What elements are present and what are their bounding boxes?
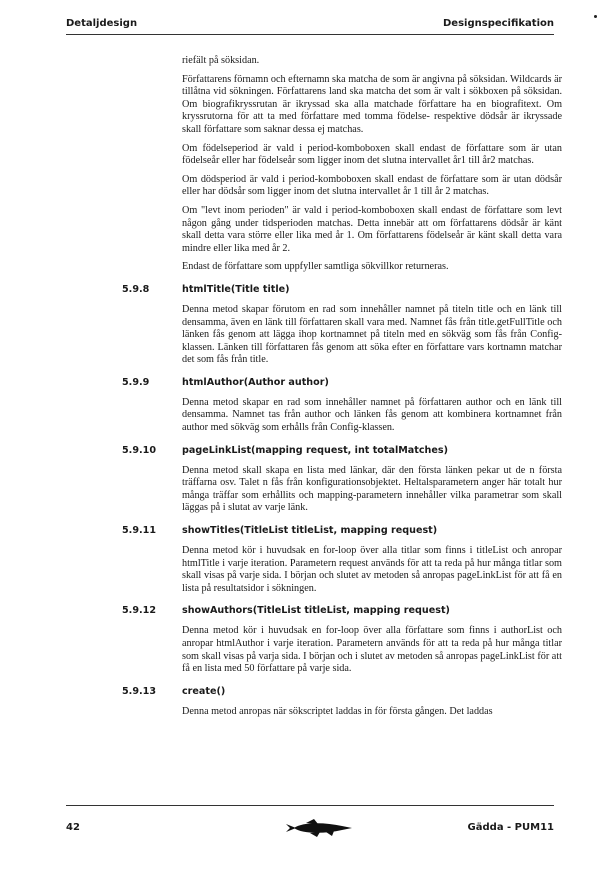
section-heading bbox=[66, 686, 562, 700]
intro-paragraph: Om dödsperiod är vald i period-komboboxen skall endast de författare som är utan dödsår eller har dödsår som ligger inom det slutna intervallet år 1 till år 2 matchas. bbox=[182, 173, 562, 198]
section-body: Denna metod anropas när sökscriptet laddas in för första gången. Det laddas bbox=[182, 705, 493, 717]
section-heading bbox=[66, 605, 562, 619]
footer-rule bbox=[66, 805, 554, 806]
header-right: Designspecifikation bbox=[443, 18, 554, 29]
section-title: htmlAuthor(Author author) bbox=[182, 376, 329, 388]
section-title: pageLinkList(mapping request, int totalMatches) bbox=[182, 444, 448, 456]
page-header bbox=[66, 15, 554, 35]
section-number: 5.9.12 bbox=[122, 605, 156, 617]
footer-title: Gädda - PUM11 bbox=[467, 822, 554, 833]
section-body: Denna metod skapar förutom en rad som innehåller namnet på titeln title och en länk till densamma, även en länk till författaren skall vara med. Namnet fås från title.getFullTitle och länken fås genom att lägga ihop kortnamnet på titeln med en sökväg som fås från Config-klassen. Länken till författaren fås genom att söka efter en författare vars kortnamn matchar det som fås från title. bbox=[182, 303, 562, 366]
section-number: 5.9.9 bbox=[122, 376, 150, 388]
page-footer bbox=[66, 818, 554, 842]
margin-dot bbox=[594, 15, 597, 18]
section-heading bbox=[66, 445, 562, 459]
section-number: 5.9.13 bbox=[122, 685, 156, 697]
header-left: Detaljdesign bbox=[66, 18, 138, 29]
section-number: 5.9.8 bbox=[122, 283, 150, 295]
intro-paragraph: Om födelseperiod är vald i period-komboboxen skall endast de författare som är utan födelseår eller har födelseår som ligger inom det slutna intervallet år1 till år2 matchas. bbox=[182, 142, 562, 167]
intro-paragraph: Författarens förnamn och efternamn ska matcha de som är angivna på söksidan. Wildcards är tillåtna vid sökningen. Författarens land ska matcha det som är valt i sökboxen på söksidan. Om biografikryssrutan är ikryssad ska alla matchade författare ha en biografitext. Om kryssrutorna för att ta med författare med tomma födelse- respektive dödsår är ikryssade skall författare som saknar dessa ej matchas. bbox=[182, 73, 562, 135]
page-content bbox=[66, 55, 562, 724]
intro-paragraph: Endast de författare som uppfyller samtliga sökvillkor returneras. bbox=[182, 261, 449, 273]
section-body: Denna metod kör i huvudsak en for-loop över alla författare som finns i authorList och anropar htmlAuthor i varje iteration. Parametern används för att ta reda på hur många titlar som skall visas på varja sida. I början och i slutet av metoden så anropas pageLinkList för att få en lista med 50 författare på varje sida. bbox=[182, 625, 562, 675]
section-heading bbox=[66, 377, 562, 391]
section-number: 5.9.11 bbox=[122, 525, 156, 537]
pike-fish-icon bbox=[284, 818, 354, 838]
section-title: showTitles(TitleList titleList, mapping request) bbox=[182, 525, 438, 537]
section-title: htmlTitle(Title title) bbox=[182, 283, 290, 295]
section-heading bbox=[66, 284, 562, 298]
section-heading bbox=[66, 525, 562, 539]
intro-paragraph: riefält på söksidan. bbox=[182, 55, 260, 66]
header-rule bbox=[66, 34, 554, 35]
section-body: Denna metod kör i huvudsak en for-loop över alla titlar som finns i titleList och anropar htmlTitle i varje iteration. Parametern request används för att ta reda på hur många titlar som skall visas på varje sida. I början och slutet av metoden så anropas pageLinkList för att få en lista på resultatsidor i sökningen. bbox=[182, 545, 562, 594]
section-title: create() bbox=[182, 685, 226, 697]
section-number: 5.9.10 bbox=[122, 444, 156, 456]
intro-paragraph: Om "levt inom perioden" är vald i period-komboboxen skall endast de författare som levt någon gång under tidsperioden matchas. Detta innebär att om författarens dödsår är känt skall detta vara större eller lika med år 1. Om författarens födelseår är känt skall detta vara mindre eller lika med år 2. bbox=[182, 204, 562, 254]
section-body: Denna metod skall skapa en lista med länkar, där den första länken pekar ut de n första träffarna osv. Talet n fås från konfigurationsobjektet. Heltalsparametern anger här totalt hur många träffar som erhållits och mapping-parametern innehåller vilka parametrar som skall läggas på i slutat av varje länk. bbox=[182, 464, 562, 514]
section-title: showAuthors(TitleList titleList, mapping request) bbox=[182, 605, 450, 617]
section-body: Denna metod skapar en rad som innehåller namnet på författaren author och en länk till densamma. Namnet tas från author och länken fås genom att kombinera kortnamnet från author med sökväg som erhålls från Config-klassen. bbox=[182, 396, 562, 434]
page-number: 42 bbox=[66, 822, 80, 833]
